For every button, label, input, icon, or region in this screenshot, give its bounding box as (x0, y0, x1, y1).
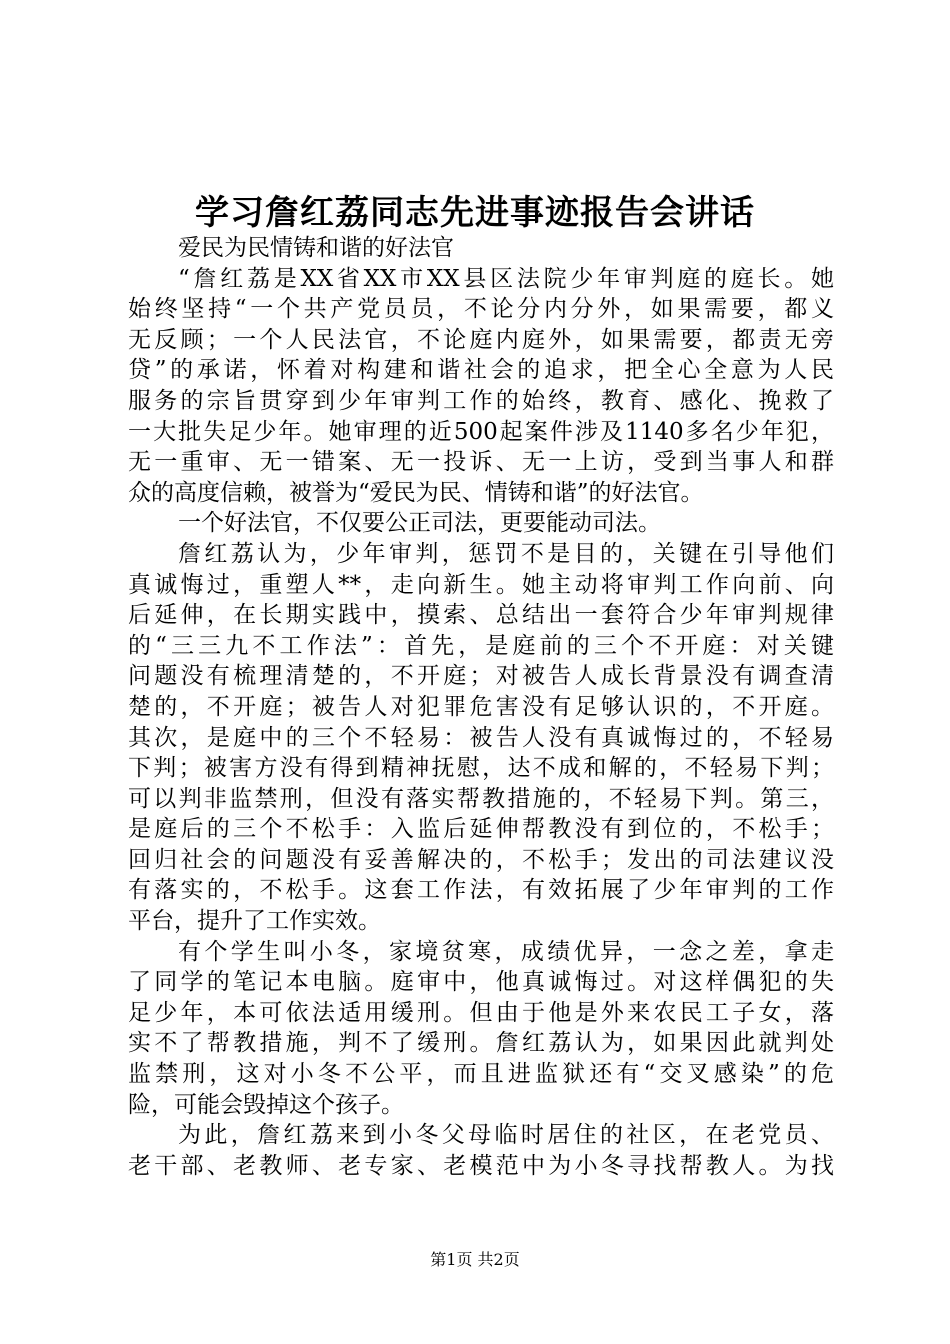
document-title: 学习詹红荔同志先进事迹报告会讲话 (195, 193, 755, 233)
text-line: 可以判非监禁刑，但没有落实帮教措施的，不轻易下判。第三， (128, 785, 834, 812)
text-line: 一个好法官，不仅要公正司法，更要能动司法。 (178, 510, 661, 537)
text-line: 足少年，本可依法适用缓刑。但由于他是外来农民工子女，落 (128, 999, 834, 1026)
text-line: 了同学的笔记本电脑。庭审中，他真诚悔过。对这样偶犯的失 (128, 969, 834, 996)
text-line: 为此，詹红荔来到小冬父母临时居住的社区，在老党员、 (178, 1122, 834, 1149)
text-line: 有个学生叫小冬，家境贫寒，成绩优异，一念之差，拿走 (178, 938, 834, 965)
text-line: “詹红荔是XX省XX市XX县区法院少年审判庭的庭长。她 (178, 265, 834, 292)
text-line: 爱民为民情铸和谐的好法官 (178, 235, 454, 261)
text-line: 一大批失足少年。她审理的近500起案件涉及1140多名少年犯， (128, 418, 834, 445)
text-line: 贷”的承诺，怀着对构建和谐社会的追求，把全心全意为人民 (128, 357, 834, 384)
document-body (128, 233, 834, 1181)
text-line: 有落实的，不松手。这套工作法，有效拓展了少年审判的工作 (128, 877, 834, 904)
text-line: 的“三三九不工作法”：首先，是庭前的三个不开庭：对关键 (128, 632, 834, 659)
text-line: 监禁刑，这对小冬不公平，而且进监狱还有“交叉感染”的危 (128, 1061, 834, 1088)
text-line: 问题没有梳理清楚的，不开庭；对被告人成长背景没有调查清 (128, 663, 834, 690)
text-line: 其次，是庭中的三个不轻易：被告人没有真诚悔过的，不轻易 (128, 724, 834, 751)
text-line: 服务的宗旨贯穿到少年审判工作的始终，教育、感化、挽救了 (128, 387, 834, 414)
text-line: 詹红荔认为，少年审判，惩罚不是目的，关键在引导他们 (178, 540, 834, 567)
page-footer: 第1页 共2页 (430, 1250, 520, 1269)
text-line: 平台，提升了工作实效。 (128, 908, 381, 935)
text-line: 实不了帮教措施，判不了缓刑。詹红荔认为，如果因此就判处 (128, 1030, 834, 1057)
text-line: 是庭后的三个不松手：入监后延伸帮教没有到位的，不松手； (128, 816, 834, 843)
text-line: 始终坚持“一个共产党员员，不论分内分外，如果需要，都义 (128, 296, 834, 323)
text-line: 回归社会的问题没有妥善解决的，不松手；发出的司法建议没 (128, 846, 834, 873)
text-line: 楚的，不开庭；被告人对犯罪危害没有足够认识的，不开庭。 (128, 693, 834, 720)
text-line: 众的高度信赖，被誉为“爱民为民、情铸和谐”的好法官。 (128, 479, 704, 506)
text-line: 无一重审、无一错案、无一投诉、无一上访，受到当事人和群 (128, 449, 834, 476)
text-line: 无反顾；一个人民法官，不论庭内庭外，如果需要，都责无旁 (128, 326, 834, 353)
text-line: 下判；被害方没有得到精神抚慰，达不成和解的，不轻易下判； (128, 755, 834, 782)
text-line: 后延伸，在长期实践中，摸索、总结出一套符合少年审判规律 (128, 602, 834, 629)
text-line: 险，可能会毁掉这个孩子。 (128, 1091, 404, 1118)
text-line: 真诚悔过，重塑人**，走向新生。她主动将审判工作向前、向 (128, 571, 834, 598)
text-line: 老干部、老教师、老专家、老模范中为小冬寻找帮教人。为找 (128, 1152, 834, 1179)
